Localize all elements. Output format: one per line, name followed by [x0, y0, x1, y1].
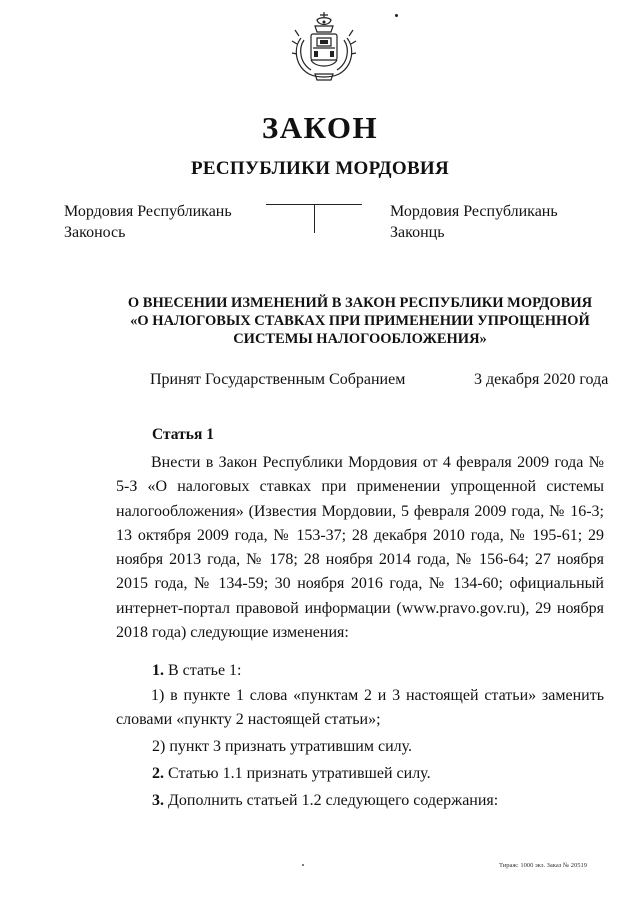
subject-line2: «О НАЛОГОВЫХ СТАВКАХ ПРИ ПРИМЕНЕНИИ УПРОЩЕННОЙ [130, 313, 590, 329]
article-intro-paragraph: Внести в Закон Республики Мордовия от 4 февраля 2009 года № 5-З «О налоговых ставках при применении упрощенной системы налогообложения» (Известия Мордовии, 5 февраля 2009 года, № 16-3; 13 октября 2009 года, № 153-37; 28 декабря 2010 года, № 195-61; 29 ноября 2013 года, № 178; 28 ноября 2014 года, № 156-64; 27 ноября 2015 года, № 134-59; 30 ноября 2016 года, № 134-60; официальный интернет-портал правовой информации (www.pravo.gov.ru), 29 ноября 2018 года) следующие изменения: [116, 454, 604, 642]
item-1-text: В статье 1: [164, 662, 242, 679]
item-1-subitem-1: 1) в пункте 1 слова «пунктам 2 и 3 настоящей статьи» заменить словами «пункту 2 настоящей статьи»; [116, 687, 604, 729]
item-2 [152, 762, 431, 786]
subject-line3: СИСТЕМЫ НАЛОГООБЛОЖЕНИЯ» [233, 331, 487, 347]
right-erzya-line1: Мордовия Республикань [390, 203, 558, 220]
left-moksha-line2: Законось [64, 224, 126, 241]
article-title: Статья 1 [152, 426, 214, 443]
coat-of-arms-emblem [291, 8, 357, 82]
item-2-number: 2. [152, 765, 164, 782]
item-2-text: Статью 1.1 признать утратившей силу. [164, 765, 431, 782]
adoption-date: 3 декабря 2020 года [474, 371, 609, 388]
item-1-subitem-2: 2) пункт 3 признать утратившим силу. [152, 738, 413, 755]
subject-line1: О ВНЕСЕНИИ ИЗМЕНЕНИЙ В ЗАКОН РЕСПУБЛИКИ МОРДОВИЯ [127, 295, 593, 311]
item-3 [152, 789, 498, 813]
adopted-by: Принят Государственным Собранием [150, 371, 406, 388]
item-1 [152, 659, 241, 683]
law-title: ЗАКОН [261, 110, 379, 145]
print-run-info: Тираж: 1000 экз. Заказ № 20519 [499, 862, 588, 869]
scan-speck-bottom [302, 864, 304, 866]
right-erzya-line2: Законць [390, 224, 445, 241]
left-moksha-title [64, 201, 232, 243]
scan-speck [395, 14, 398, 17]
republic-subtitle: РЕСПУБЛИКИ МОРДОВИЯ [190, 158, 450, 179]
item-3-number: 3. [152, 792, 164, 809]
left-moksha-line1: Мордовия Республикань [64, 203, 232, 220]
item-1-number: 1. [152, 662, 164, 679]
right-erzya-title [390, 201, 558, 243]
header-divider-vertical [314, 204, 315, 233]
law-subject [100, 294, 620, 348]
item-3-text: Дополнить статьей 1.2 следующего содержания: [164, 792, 499, 809]
